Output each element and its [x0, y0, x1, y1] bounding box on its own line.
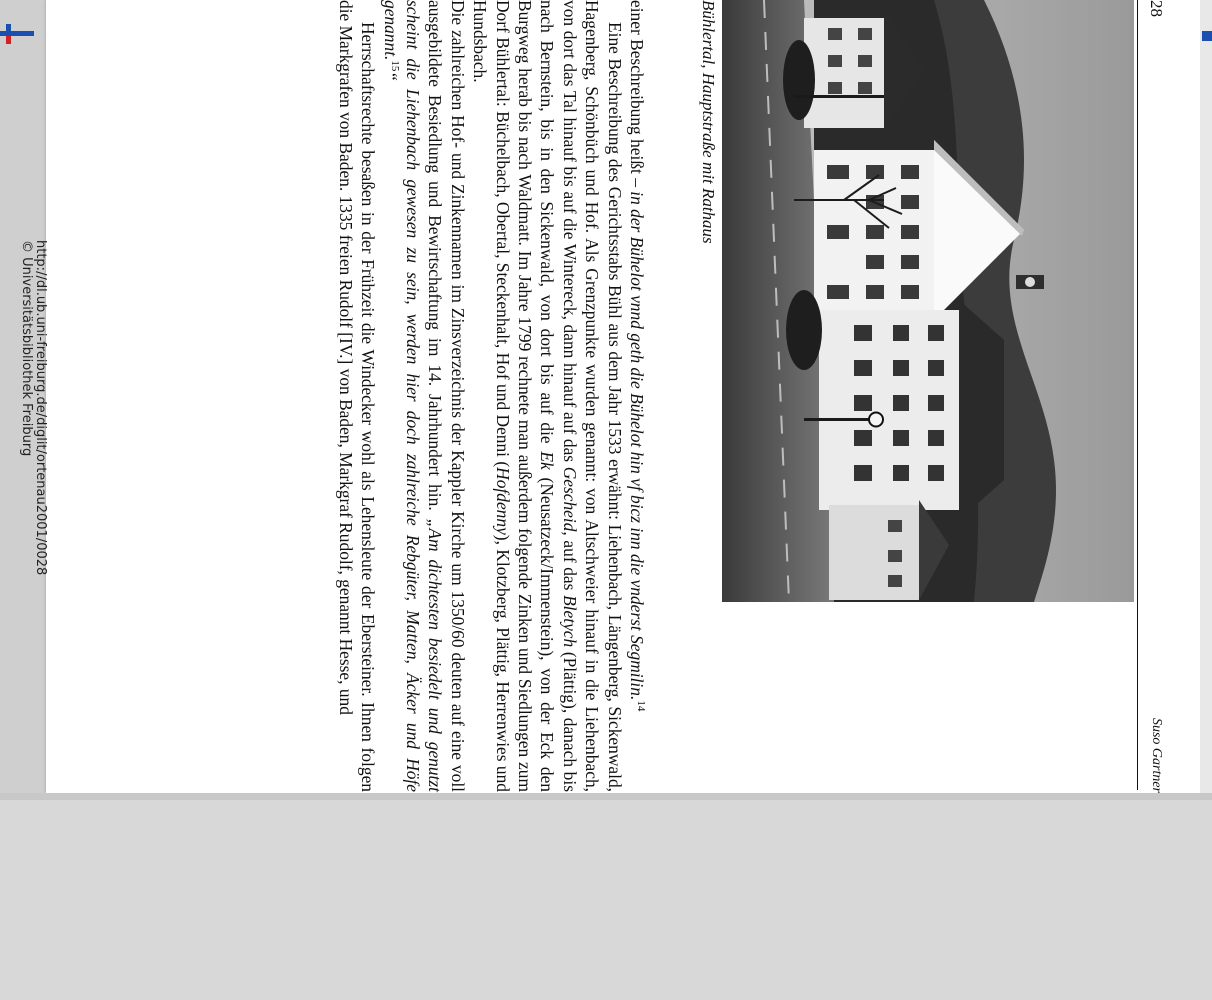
body-paragraph	[334, 0, 379, 792]
footnote-ref: 14	[634, 700, 647, 712]
watermark-copyright: © Universitätsbibliothek Freiburg	[19, 240, 34, 457]
town-hall-photo-image	[722, 0, 1134, 602]
italic-text: Bletych	[559, 595, 580, 648]
watermark-url: http://dl.ub.uni-freiburg.de/diglit/ortenau2001/0028	[33, 240, 48, 576]
document-page	[46, 0, 1200, 793]
italic-text: Hofdenny	[492, 467, 513, 535]
photo-caption: Bühlertal, Hauptstraße mit Rathaus	[699, 0, 718, 244]
italic-text: “	[380, 71, 401, 82]
italic-text: Ek	[537, 451, 558, 470]
page-number: 28	[1147, 0, 1166, 17]
next-page-button[interactable]	[1200, 22, 1212, 48]
running-head: Suso Gartner	[1149, 717, 1164, 793]
next-page-icon	[1200, 22, 1212, 48]
body-paragraph	[469, 0, 626, 792]
viewer-bottom-edge	[0, 793, 1212, 800]
body-paragraph	[379, 0, 469, 792]
next-page-edge	[1200, 0, 1212, 800]
header-rule	[1137, 0, 1138, 790]
text-run: Herrschaftsrechte besaßen in der Frühzeit die Windecker wohl als Lehensleute der Ebersteiner. Ihnen folgen die Markgrafen von Baden. 1335 freien Rudolf [IV.] von Baden, Markgraf Rudolf, genannt Hesse, und	[335, 0, 379, 792]
text-run: Die zahlreichen Hof- und Zinkennamen im Zinsverzeichnis der Kappler Kirche um 1350/60 deuten auf eine voll ausgebildete Besiedlung und Bewirtschaftung im 14. Jahrhundert hin.	[425, 0, 468, 792]
italic-text: Gescheid,	[559, 466, 580, 536]
text-run: Eine Beschreibung des Gerichtsstabs Bühl aus dem Jahr 1533 erwähnt: Liehenbach, Längenberg, Sickenwald, Hagenberg, Schönbüch und Hof. Als Grenzpunkte wurden genannt: von Altschweier hinauf in die Liehenbach, von dort das Tal hinauf bis auf die Wintereck, dann hinauf auf das	[559, 0, 625, 792]
text-run: (Neusatzeck/Immenstein), von der Eck den Burgweg herab bis nach Waldmatt. Im Jahre 1799 rechnete man außerdem folgende Zinken und Siedlungen zum Dorf Bühlertal: Büchelbach, Obertal, Steckenhalt, Hof und Denni (	[492, 0, 558, 792]
photo-town-hall	[722, 0, 1134, 602]
text-run: (Plättig), danach bis nach Bernstein, bis in den Sickenwald, von dort bis auf die	[537, 0, 580, 792]
italic-text: „Am dichtesten besiedelt und genutzt scheint die Liehenbach gewesen zu sein, werden hier doch zahlreiche Rebgüter, Matten, Äcker und Höfe genannt.	[380, 0, 446, 792]
text-run: ), Klotzberg, Plättig, Herrenwies und Hundsbach.	[470, 0, 513, 792]
italic-text: in der Bühelot vnnd geth die Bühelot hin vf bicz inn die vnderst Segmilin.	[627, 191, 647, 701]
prev-page-icon	[0, 22, 36, 48]
text-run: auf das	[559, 535, 580, 596]
body-text	[334, 0, 648, 792]
footnote-ref: 15	[388, 60, 401, 72]
text-run: einer Beschreibung heißt –	[627, 0, 647, 192]
body-paragraph	[626, 0, 648, 792]
prev-page-button[interactable]	[0, 22, 36, 48]
